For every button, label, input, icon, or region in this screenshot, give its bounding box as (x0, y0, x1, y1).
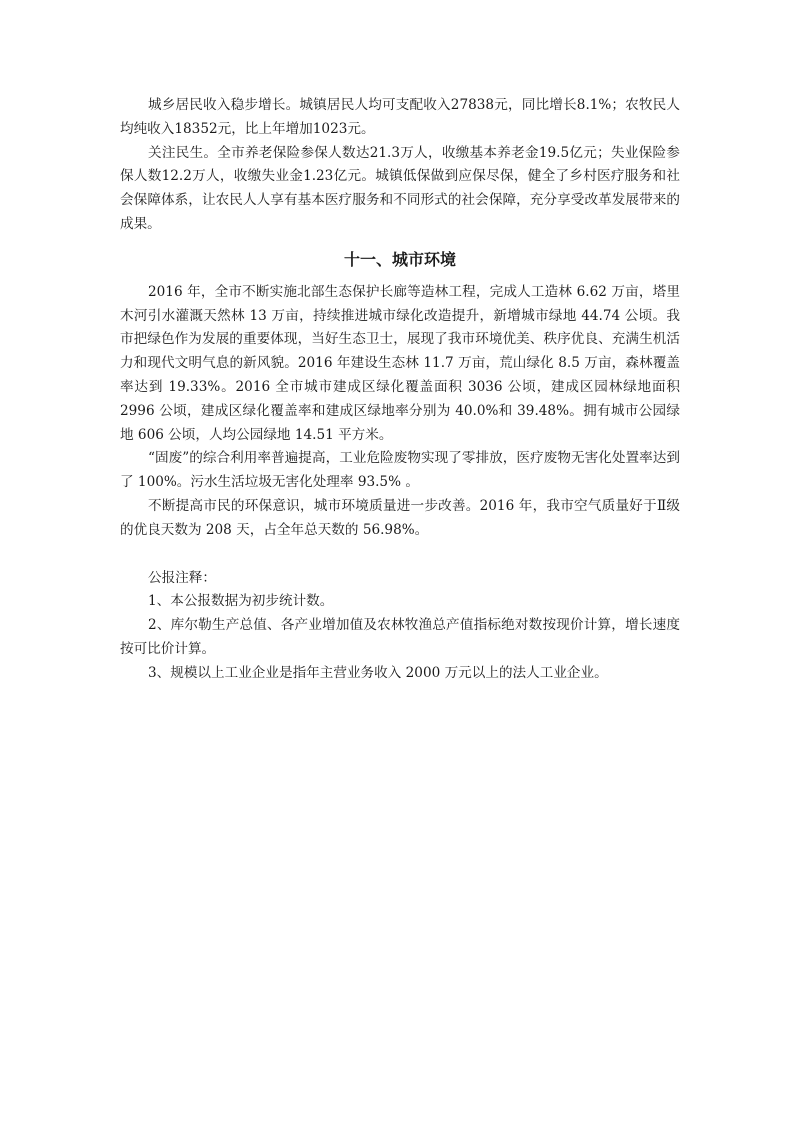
air-quality-paragraph: 不断提高市民的环保意识，城市环境质量进一步改善。2016 年，我市空气质量好于Ⅱ级的优良天数为 208 天，占全年总天数的 56.98%。 (120, 497, 680, 538)
note-item-2: 2、库尔勒生产总值、各产业增加值及农林牧渔总产值指标绝对数按现价计算，增长速度按可比价计算。 (120, 617, 680, 657)
livelihood-paragraph: 关注民生。全市养老保险参保人数达21.3万人，收缴基本养老金19.5亿元；失业保险参保人数12.2万人，收缴失业金1.23亿元。城镇低保做到应保尽保，健全了乡村医疗服务和社会保障体系，让农民人人享有基本医疗服务和不同形式的社会保障，充分享受改革发展带来的成果。 (120, 144, 680, 232)
note-item-3: 3、规模以上工业企业是指年主营业务收入 2000 万元以上的法人工业企业。 (148, 664, 608, 681)
income-paragraph: 城乡居民收入稳步增长。城镇居民人均可支配收入27838元，同比增长8.1%；农牧民人均纯收入18352元，比上年增加1023元。 (120, 97, 680, 137)
greening-paragraph: 2016 年，全市不断实施北部生态保护长廊等造林工程，完成人工造林 6.62 万亩，塔里木河引水灌溉天然林 13 万亩，持续推进城市绿化改造提升，新增城市绿地 44.74 公顷。我市把绿色作为发展的重要体现，当好生态卫士，展现了我市环境优美、秩序优良、充满生机活力和现代文明气息的新风貌。2016 年建设生态林 11.7 万亩，荒山绿化 8.5 万亩，森林覆盖率达到 19.33%。2016 全市城市建成区绿化覆盖面积 3036 公顷，建成区园林绿地面积 2996 公顷，建成区绿化覆盖率和建成区绿地率分别为 40.0%和 39.48%。拥有城市公园绿地 606 公顷，人均公园绿地 14.51 平方米。 (120, 283, 680, 443)
note-item-1: 1、本公报数据为初步统计数。 (148, 593, 334, 610)
section-title: 十一、城市环境 (343, 249, 456, 269)
notes-heading: 公报注释： (148, 569, 216, 586)
spacer (120, 543, 680, 567)
solid-waste-paragraph: “固废”的综合利用率普遍提高，工业危险废物实现了零排放，医疗废物无害化处置率达到了 100%。污水生活垃圾无害化处理率 93.5% 。 (120, 450, 680, 491)
document-body (120, 94, 680, 686)
